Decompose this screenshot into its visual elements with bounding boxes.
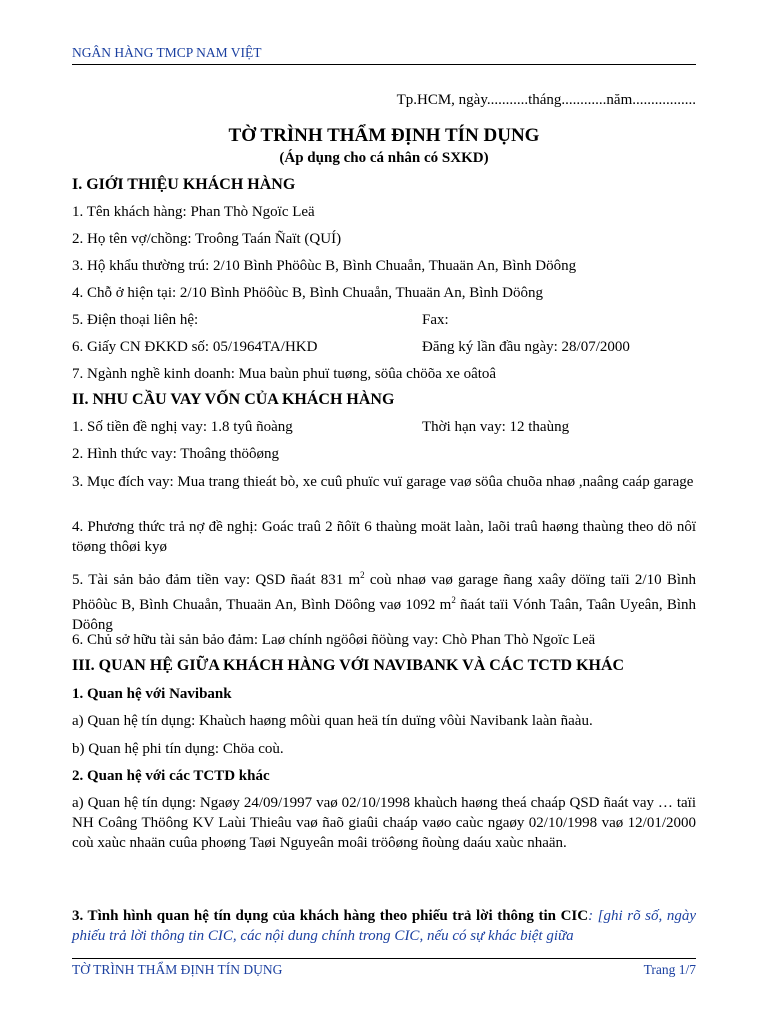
date-line: Tp.HCM, ngày...........tháng............năm................. bbox=[396, 92, 696, 108]
bank-header: NGÂN HÀNG TMCP NAM VIỆT bbox=[72, 45, 262, 60]
spouse-name: 2. Họ tên vợ/chồng: Troông Taán Ñaït (QUÍ) bbox=[72, 231, 342, 247]
other-tctd-credit-relation: a) Quan hệ tín dụng: Ngaøy 24/09/1997 vaø 02/10/1998 khaùch haøng theá chaáp QSD ñaát vay … taïi NH Coâng Thöông KV Laùi Thieâu vaø ñaõ giaûi chaáp vaøo caùc ngaøy 02/10/1998 vaø 12/01/2000 coù xaùc nhaän cuûa phoøng Taøi Nguyeân moâi tröôøng ñoùng daáu xaùc nhaän. bbox=[72, 795, 696, 851]
footer-title: TỜ TRÌNH THẨM ĐỊNH TÍN DỤNG bbox=[72, 962, 283, 977]
current-address: 4. Chỗ ở hiện tại: 2/10 Bình Phöôùc B, Bình Chuaån, Thuaän An, Bình Döông bbox=[72, 285, 543, 301]
loan-amount: 1. Số tiền đề nghị vay: 1.8 tyû ñoàng bbox=[72, 419, 293, 435]
document-page bbox=[72, 0, 696, 1024]
footer bbox=[72, 962, 696, 978]
navibank-noncredit-relation: b) Quan hệ phi tín dụng: Chöa coù. bbox=[72, 741, 284, 757]
other-tctd-heading: 2. Quan hệ với các TCTD khác bbox=[72, 768, 270, 784]
phone-label: 5. Điện thoại liên hệ: bbox=[72, 312, 199, 328]
section-1-heading: I. GIỚI THIỆU KHÁCH HÀNG bbox=[72, 176, 296, 193]
fax-label: Fax: bbox=[422, 312, 449, 328]
footer-rule bbox=[72, 958, 696, 959]
document-title: TỜ TRÌNH THẨM ĐỊNH TÍN DỤNG bbox=[228, 125, 540, 146]
business-line: 7. Ngành nghề kinh doanh: Mua baùn phuï tuøng, söûa chöõa xe oâtoâ bbox=[72, 366, 497, 382]
business-license-row bbox=[72, 337, 696, 357]
loan-purpose: 3. Mục đích vay: Mua trang thieát bò, xe cuû phuïc vuï garage vaø söûa chuõa nhaø ,naâng caáp garage bbox=[72, 474, 694, 490]
cic-note: [ghi rõ số, ngày phiếu trả lời thông tin CIC, các nội dung chính trong CIC, nếu có sự khác biệt giữa bbox=[72, 908, 696, 944]
loan-term: Thời hạn vay: 12 thaùng bbox=[422, 419, 570, 435]
customer-name: 1. Tên khách hàng: Phan Thò Ngoïc Leä bbox=[72, 204, 315, 220]
phone-row bbox=[72, 310, 696, 330]
repayment-method: 4. Phương thức trả nợ đề nghị: Goác traû 2 ñôït 6 thaùng moät laàn, laõi traû haøng thaùng theo dö nôï töøng thôøi kyø bbox=[72, 519, 696, 555]
document-subtitle: (Áp dụng cho cá nhân có SXKD) bbox=[279, 150, 489, 166]
permanent-address: 3. Hộ khẩu thường trú: 2/10 Bình Phöôùc B, Bình Chuaån, Thuaän An, Bình Döông bbox=[72, 258, 577, 274]
loan-form: 2. Hình thức vay: Thoâng thöôøng bbox=[72, 446, 279, 462]
loan-amount-row bbox=[72, 417, 696, 437]
collateral-owner: 6. Chủ sở hữu tài sản bảo đảm: Laø chính ngöôøi ñöùng vay: Chò Phan Thò Ngoïc Leä bbox=[72, 632, 596, 648]
navibank-relation-heading: 1. Quan hệ với Navibank bbox=[72, 686, 232, 702]
navibank-credit-relation: a) Quan hệ tín dụng: Khaùch haøng môùi quan heä tín duïng vôùi Navibank laàn ñaàu. bbox=[72, 713, 593, 729]
first-registration-date: Đăng ký lần đầu ngày: 28/07/2000 bbox=[422, 339, 630, 355]
section-2-heading: II. NHU CẦU VAY VỐN CỦA KHÁCH HÀNG bbox=[72, 391, 395, 408]
cic-heading: 3. Tình hình quan hệ tín dụng của khách hàng theo phiếu trả lời thông tin CIC: [ghi rõ số, ngày phiếu trả lời thông tin CIC, các nội dung chính trong CIC, nếu có sự khác biệt giữa bbox=[72, 908, 696, 944]
business-license: 6. Giấy CN ĐKKD số: 05/1964TA/HKD bbox=[72, 339, 318, 355]
collateral: 5. Tài sản bảo đảm tiền vay: QSD ñaát 831 $m^2$ coù nhaø vaø garage ñang xaây döïng taïi 2/10 Bình Phöôùc B, Bình Chuaån, Thuaän An, Bình Döông vaø 1092 $m^2$ ñaát taïi Vónh Taân, Taân Uyeân, Bình Döông bbox=[72, 570, 696, 633]
header-rule bbox=[72, 64, 696, 65]
page-number: Trang 1/7 bbox=[643, 962, 696, 977]
section-3-heading: III. QUAN HỆ GIỮA KHÁCH HÀNG VỚI NAVIBANK VÀ CÁC TCTD KHÁC bbox=[72, 657, 625, 674]
